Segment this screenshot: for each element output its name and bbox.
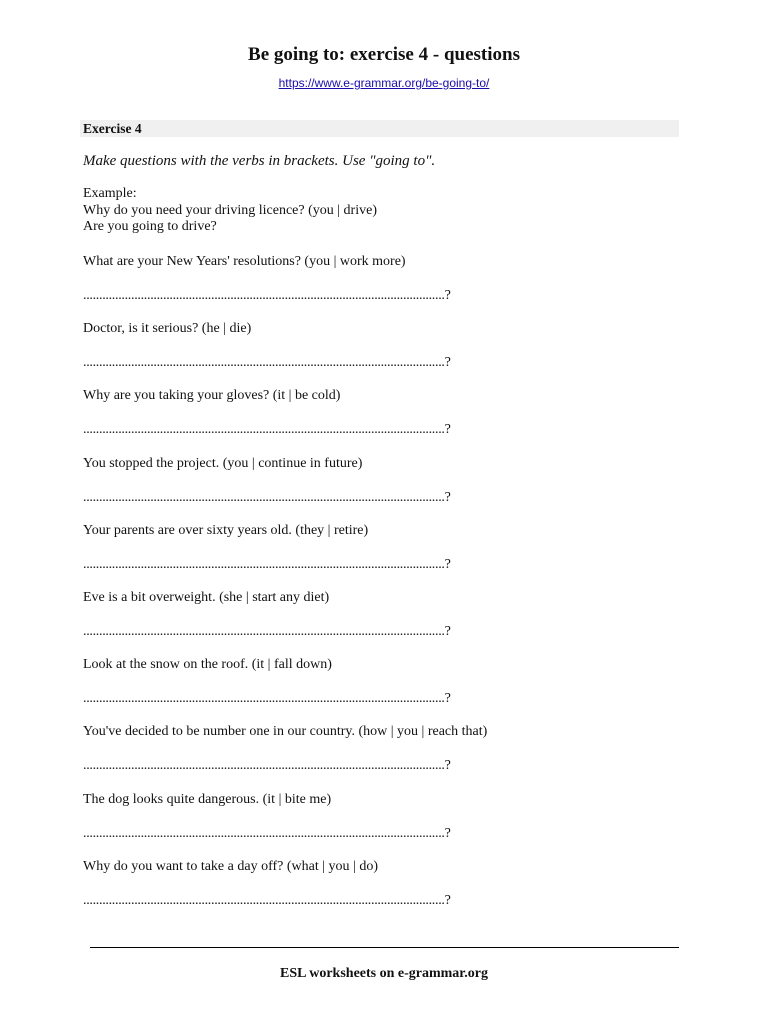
question-text: You've decided to be number one in our country. (how | you | reach that) (83, 724, 488, 740)
question-item (83, 590, 603, 657)
source-link[interactable]: https://www.e-grammar.org/be-going-to/ (278, 76, 490, 90)
answer-line[interactable]: .................................................................................................................? (83, 556, 451, 572)
example-label: Example: (83, 186, 137, 201)
question-text: Why are you taking your gloves? (it | be cold) (83, 388, 341, 404)
example-prompt: Why do you need your driving licence? (you | drive) (83, 202, 377, 218)
question-text: Why do you want to take a day off? (what | you | do) (83, 858, 378, 874)
answer-line[interactable]: .................................................................................................................? (83, 892, 451, 908)
question-text: Look at the snow on the roof. (it | fall down) (83, 657, 332, 673)
answer-line[interactable]: .................................................................................................................? (83, 422, 451, 438)
answer-line[interactable]: .................................................................................................................? (83, 825, 451, 841)
answer-line[interactable]: .................................................................................................................? (83, 758, 451, 774)
question-item (83, 724, 603, 791)
question-item (83, 321, 603, 388)
question-item (83, 859, 603, 926)
question-text: Eve is a bit overweight. (she | start any diet) (83, 589, 330, 605)
question-text: The dog looks quite dangerous. (it | bite me) (83, 791, 332, 807)
question-text: You stopped the project. (you | continue in future) (83, 455, 363, 471)
answer-line[interactable]: .................................................................................................................? (83, 623, 451, 639)
question-item (83, 388, 603, 455)
exercise-instructions: Make questions with the verbs in brackets. Use "going to". (83, 153, 436, 169)
page-title: Be going to: exercise 4 - questions (248, 44, 520, 65)
question-item (83, 657, 603, 724)
answer-line[interactable]: .................................................................................................................? (83, 355, 451, 371)
question-item (83, 456, 603, 523)
footer-divider (90, 947, 679, 948)
answer-line[interactable]: .................................................................................................................? (83, 691, 451, 707)
question-text: Your parents are over sixty years old. (they | retire) (83, 522, 369, 538)
question-item (83, 523, 603, 590)
footer-text: ESL worksheets on e-grammar.org (280, 966, 488, 981)
question-list (83, 254, 603, 926)
question-text: What are your New Years' resolutions? (you | work more) (83, 254, 406, 269)
answer-line[interactable]: .................................................................................................................? (83, 288, 451, 303)
exercise-heading: Exercise 4 (80, 120, 679, 137)
example-answer: Are you going to drive? (83, 219, 217, 234)
question-item (83, 254, 603, 321)
question-text: Doctor, is it serious? (he | die) (83, 321, 252, 337)
question-item (83, 792, 603, 859)
example-block (83, 186, 377, 236)
answer-line[interactable]: .................................................................................................................? (83, 489, 451, 505)
